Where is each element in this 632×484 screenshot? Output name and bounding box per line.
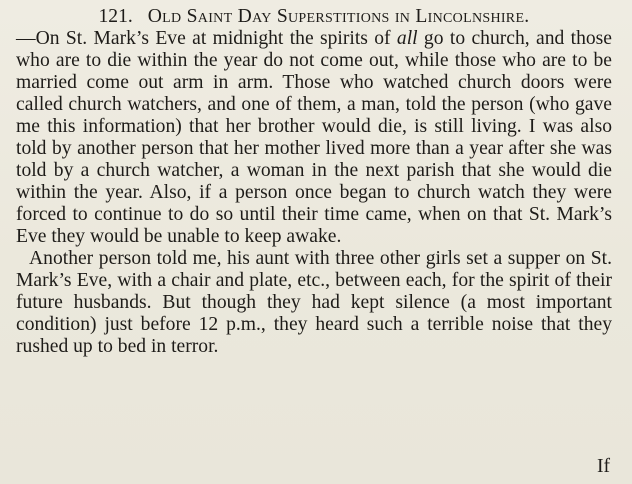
catchword: If bbox=[596, 456, 610, 477]
paragraph-2: Another person told me, his aunt with three other girls set a supper on St. Mark’s Eve, with a chair and plate, etc., between each, for the spirit of their future husbands. But though they had kept silence (a most important condition) just before 12 p.m., they heard such a terrible noise that they rushed up to bed in terror. bbox=[16, 248, 612, 357]
paragraph-1-text-end: go to church, and those who are to die within the year do not come out, while those who are to be married come out arm in arm. Those who watched church doors were called church watchers, and one of them, a man, told the person (who gave me this information) that her brother would die, is still living. I was also told by another person that her mother lived more than a year after she was told by a church watcher, a woman in the next parish that she would die within the year. Also, if a person once began to church watch they were forced to continue to do so until their time came, when on that St. Mark’s Eve they would be unable to keep awake. bbox=[16, 28, 612, 247]
section-title: Old Saint Day Superstitions in Lincolnshire. bbox=[147, 6, 530, 27]
section-number: 121. bbox=[98, 6, 133, 27]
paragraph-1-text-start: —On St. Mark’s Eve at midnight the spirits of bbox=[16, 28, 397, 49]
paragraph-1 bbox=[16, 28, 612, 248]
paragraph-1-emphasis: all bbox=[396, 28, 418, 49]
section-heading bbox=[16, 6, 612, 28]
